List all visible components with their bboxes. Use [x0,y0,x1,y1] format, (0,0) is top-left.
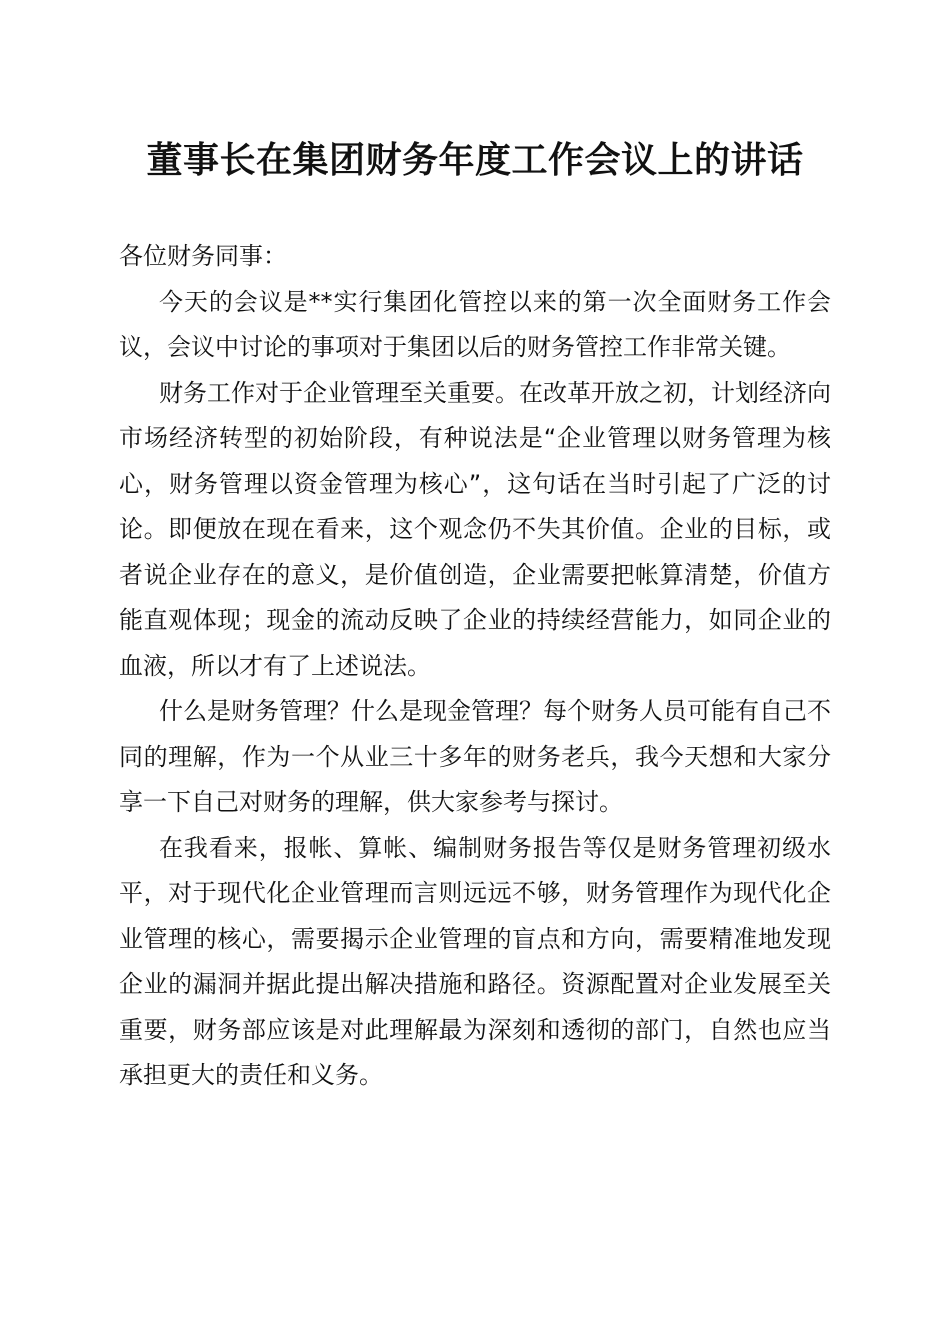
paragraph-4: 在我看来，报帐、算帐、编制财务报告等仅是财务管理初级水平，对于现代化企业管理而言则远远不够，财务管理作为现代化企业管理的核心，需要揭示企业管理的盲点和方向，需要精准地发现企业的漏洞并据此提出解决措施和路径。资源配置对企业发展至关重要，财务部应该是对此理解最为深刻和透彻的部门，自然也应当承担更大的责任和义务。 [119,833,831,1089]
document-body [119,234,831,1099]
paragraph-2: 财务工作对于企业管理至关重要。在改革开放之初，计划经济向市场经济转型的初始阶段，有种说法是“企业管理以财务管理为核心，财务管理以资金管理为核心”，这句话在当时引起了广泛的讨论。即便放在现在看来，这个观念仍不失其价值。企业的目标，或者说企业存在的意义，是价值创造，企业需要把帐算清楚，价值方能直观体现；现金的流动反映了企业的持续经营能力，如同企业的血液，所以才有了上述说法。 [119,378,831,680]
salutation: 各位财务同事： [119,242,287,270]
paragraph-3: 什么是财务管理？什么是现金管理？每个财务人员可能有自己不同的理解，作为一个从业三十多年的财务老兵，我今天想和大家分享一下自己对财务的理解，供大家参考与探讨。 [119,697,831,816]
document-title: 董事长在集团财务年度工作会议上的讲话 [146,139,804,181]
paragraph-1: 今天的会议是**实行集团化管控以来的第一次全面财务工作会议，会议中讨论的事项对于集团以后的财务管控工作非常关键。 [119,287,831,361]
